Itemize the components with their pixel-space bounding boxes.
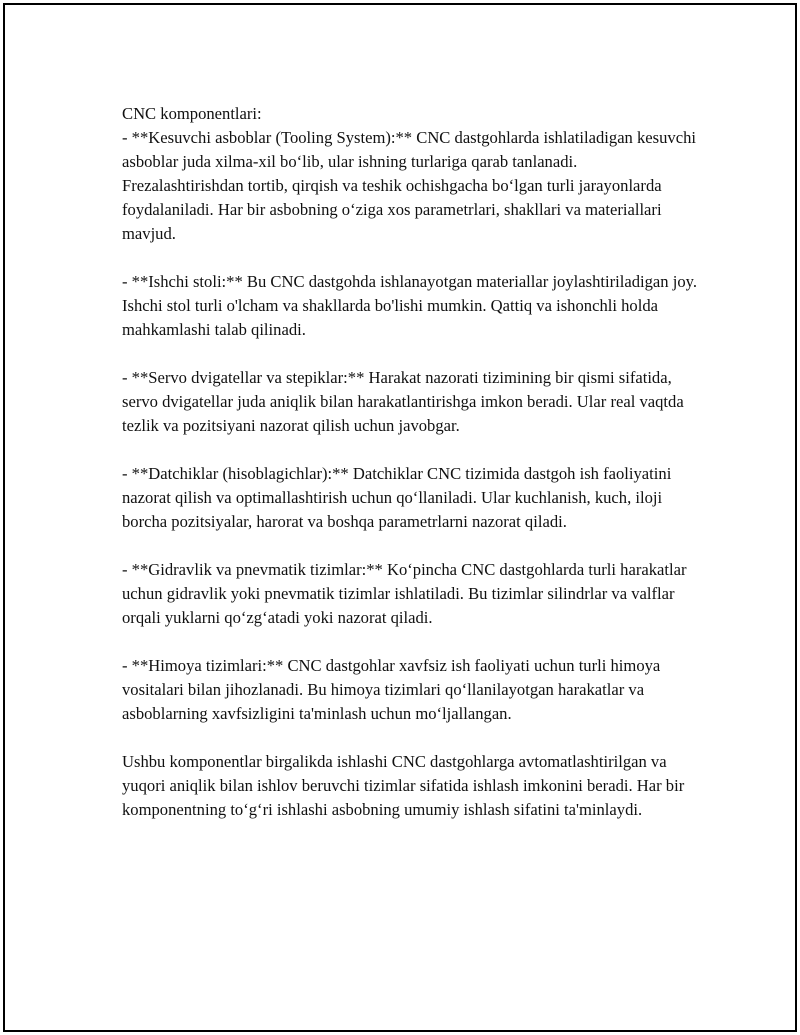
document-body bbox=[122, 102, 702, 846]
paragraph-conclusion: Ushbu komponentlar birgalikda ishlashi CNC dastgohlarga avtomatlashtirilgan va yuqori aniqlik bilan ishlov beruvchi tizimlar sifatida ishlash imkonini beradi. Har bir komponentning to‘g‘ri ishlashi asbobning umumiy ishlash sifatini ta'minlaydi. bbox=[122, 752, 685, 819]
page-frame bbox=[3, 3, 797, 1032]
document-heading: CNC komponentlari: bbox=[122, 104, 262, 123]
paragraph-protection-systems: - **Himoya tizimlari:** CNC dastgohlar xavfsiz ish faoliyati uchun turli himoya vositalari bilan jihozlanadi. Bu himoya tizimlari qo‘llanilayotgan harakatlar va asboblarning xavfsizligini ta'minlash uchun mo‘ljallangan. bbox=[122, 656, 661, 723]
paragraph-sensors: - **Datchiklar (hisoblagichlar):** Datchiklar CNC tizimida dastgoh ish faoliyatini nazorat qilish va optimallashtirish uchun qo‘llaniladi. Ular kuchlanish, kuch, iloji borcha pozitsiyalar, harorat va boshqa parametrlarni nazorat qiladi. bbox=[122, 464, 672, 531]
paragraph-tooling-system: - **Kesuvchi asboblar (Tooling System):** CNC dastgohlarda ishlatiladigan kesuvchi asboblar juda xilma-xil bo‘lib, ular ishning turlariga qarab tanlanadi. Frezalashtirishdan tortib, qirqish va teshik ochishgacha bo‘lgan turli jarayonlarda foydalaniladi. Har bir asbobning o‘ziga xos parametrlari, shakllari va materiallari mavjud. bbox=[122, 128, 696, 243]
paragraph-hydraulic-pneumatic: - **Gidravlik va pnevmatik tizimlar:** Ko‘pincha CNC dastgohlarda turli harakatlar uchun gidravlik yoki pnevmatik tizimlar ishlatiladi. Bu tizimlar silindrlar va valflar orqali yuklarni qo‘zg‘atadi yoki nazorat qiladi. bbox=[122, 560, 687, 627]
paragraph-servo-motors: - **Servo dvigatellar va stepiklar:** Harakat nazorati tizimining bir qismi sifatida, servo dvigatellar juda aniqlik bilan harakatlantirishga imkon beradi. Ular real vaqtda tezlik va pozitsiyani nazorat qilish uchun javobgar. bbox=[122, 368, 684, 435]
paragraph-work-table: - **Ishchi stoli:** Bu CNC dastgohda ishlanayotgan materiallar joylashtiriladigan joy. Ishchi stol turli o'lcham va shakllarda bo'lishi mumkin. Qattiq va ishonchli holda mahkamlashi talab qilinadi. bbox=[122, 272, 697, 339]
